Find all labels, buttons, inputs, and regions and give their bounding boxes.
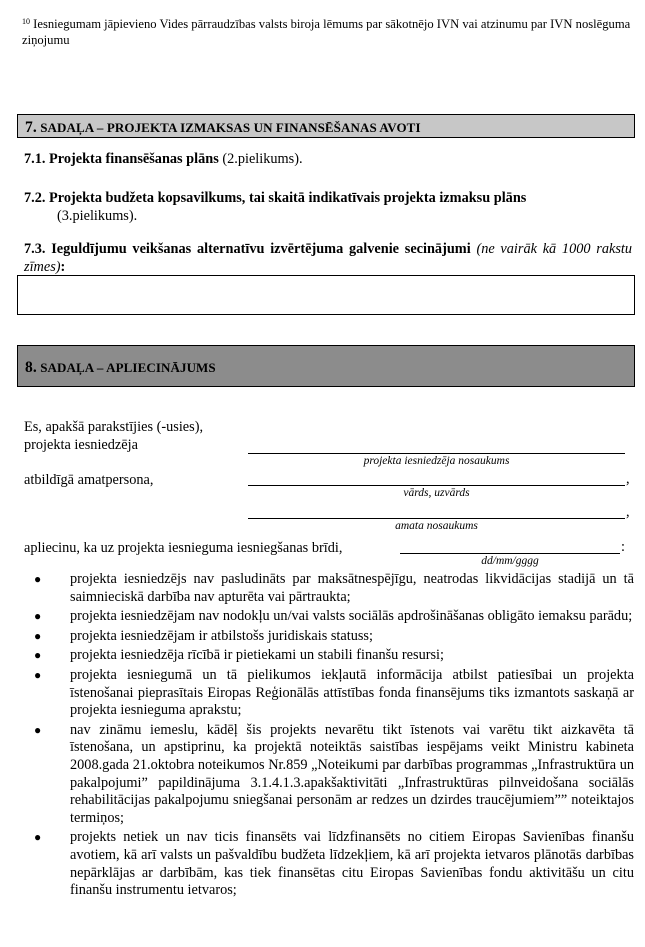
bullet-icon: ● <box>34 572 42 586</box>
applicant-name-caption: projekta iesniedzēja nosaukums <box>363 455 510 467</box>
bullet-icon: ● <box>34 628 42 643</box>
declaration-line-1: Es, apakšā parakstījies (-usies), <box>24 419 204 435</box>
confirm-text: apliecinu, ka uz projekta iesnieguma iesniegšanas brīdi, <box>24 540 343 556</box>
alternatives-conclusions-input[interactable] <box>17 275 635 315</box>
list-item: ● projekta iesniedzējam nav nodokļu un/vai valsts sociālās apdrošināšanas obligāto iemaksu parādu; <box>34 608 633 625</box>
position-comma: , <box>626 504 630 520</box>
bullet-icon: ● <box>34 722 42 737</box>
item-7-1-title: Projekta finansēšanas plāns <box>49 151 219 167</box>
item-7-3-limit: (ne vairāk kā 1000 rakstu zīmes) <box>24 241 633 275</box>
declaration-line-3: atbildīgā amatpersona, <box>24 472 154 488</box>
person-name-field[interactable] <box>248 485 625 486</box>
item-7-1-number: 7.1. <box>24 151 46 167</box>
section-8-title-prefix: SADAĻA – <box>40 360 107 375</box>
person-name-caption: vārds, uzvārds <box>403 487 470 499</box>
position-caption: amata nosaukums <box>395 520 478 532</box>
list-item: ● nav zināmu iemeslu, kādēļ šis projekts nevarētu tikt īstenots vai varētu tikt aizkavēta tā īstenošana, un apstiprinu, ka projektā noteiktās saistības iespējams veikt Ministru kabineta 2008.gada 21.oktobra noteikumos Nr.859 „Noteikumi par darbības programmas „Infrastruktūra un pakalpojumi” papildinājuma 3.1.4.1.3.apakšaktivitāti „Infrastruktūras pilnveidošana sociālās rehabilitācijas pakalpojumu sniegšanai personām ar redzes un dzirdes traucējumiem”” noteiktajos termiņos; <box>34 721 634 826</box>
person-name-comma: , <box>626 471 630 487</box>
section-7-number: 7. <box>25 119 37 136</box>
list-item: ● projekta iesniedzējs nav pasludināts par maksātnespējīgu, neatrodas likvidācijas stadijā un tā saimnieciskā darbība nav apturēta vai pārtraukta; <box>34 571 634 605</box>
bullet-icon: ● <box>34 648 42 663</box>
item-7-2-number: 7.2. <box>24 190 46 206</box>
item-7-3-colon: : <box>60 259 66 275</box>
bullet-icon: ● <box>34 830 42 845</box>
item-7-2 <box>24 189 632 225</box>
position-field[interactable] <box>248 518 625 519</box>
bullet-icon: ● <box>34 609 42 624</box>
item-7-1-ref: (2.pielikums). <box>222 151 303 167</box>
item-7-3-number: 7.3. <box>24 241 46 257</box>
section-8-title: APLIECINĀJUMS <box>106 360 216 375</box>
list-item: ● projekts netiek un nav ticis finansēts vai līdzfinansēts no citiem Eiropas Savienības finanšu avotiem, kā arī valsts un pašvaldību budžeta līdzekļiem, kā arī projekta ietvaros plānotās darbības nepārklājas ar darbībām, kas tiek finansētas citu Eiropas Savienības fondu aktivitāšu un citu finanšu instrumentu ietvaros; <box>34 829 634 899</box>
item-7-3-title: Ieguldījumu veikšanas alternatīvu izvērtējuma galvenie secinājumi <box>51 241 471 257</box>
section-8-header <box>17 345 635 387</box>
declaration-bullets <box>34 571 634 902</box>
item-7-3 <box>24 240 632 276</box>
bullet-icon: ● <box>34 667 42 682</box>
list-item: ● projekta iesniedzējam ir atbilstošs juridiskais statuss; <box>34 627 373 644</box>
section-7-title: PROJEKTA IZMAKSAS UN FINANSĒŠANAS AVOTI <box>106 120 421 135</box>
date-field[interactable] <box>400 553 620 554</box>
section-7-header <box>17 114 635 138</box>
list-item: ● projekta iesniedzēja rīcībā ir pietiekami un stabili finanšu resursi; <box>34 647 444 664</box>
declaration-line-2: projekta iesniedzēja <box>24 437 138 453</box>
footnote <box>22 14 632 48</box>
item-7-2-ref: (3.pielikums). <box>57 208 138 224</box>
section-7-title-prefix: SADAĻA – <box>40 120 107 135</box>
footnote-number: 10 <box>22 17 30 26</box>
footnote-text: Iesniegumam jāpievieno Vides pārraudzības valsts biroja lēmums par sākotnējo IVN vai atzinumu par IVN noslēguma ziņojumu <box>22 17 631 47</box>
section-8-number: 8. <box>25 359 37 376</box>
item-7-1 <box>24 150 632 168</box>
list-item: ● projekta iesniegumā un tā pielikumos iekļautā informācija atbilst patiesībai un projekta īstenošanai pieprasītais Eiropas Reģionālās attīstības fonda finansējums tiks izmantots saskaņā ar projekta iesnieguma aprakstu; <box>34 666 634 719</box>
date-caption: dd/mm/gggg <box>481 555 539 567</box>
date-colon: : <box>621 539 625 555</box>
item-7-2-title: Projekta budžeta kopsavilkums, tai skaitā indikatīvais projekta izmaksu plāns <box>49 190 527 206</box>
applicant-name-field[interactable] <box>248 453 625 454</box>
